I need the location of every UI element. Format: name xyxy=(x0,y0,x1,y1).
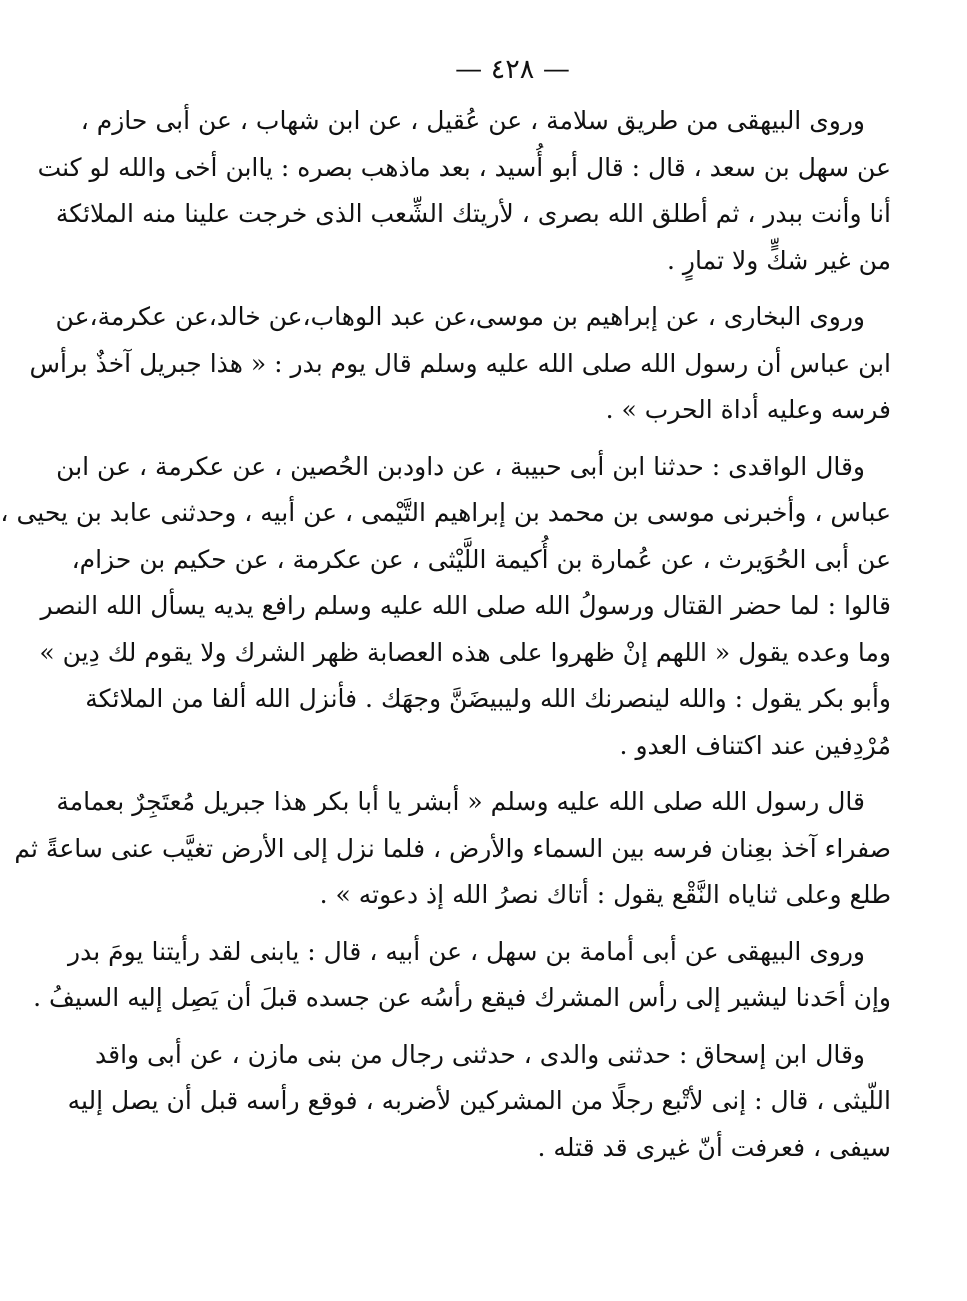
paragraph xyxy=(33,929,891,1022)
text-line: اللّيثى ، قال : إنى لأتْبع رجلًا من المشركين لأضربه ، فوقع رأسه قبل أن يصل إليه xyxy=(67,1086,891,1115)
paragraph xyxy=(14,779,891,919)
text-line: صفراء آخذ بعِنان فرسه بين السماء والأرض ، فلما نزل إلى الأرض تغيَّب عنى ساعةً ثم xyxy=(14,833,891,863)
text-line: عباس ، وأخبرنى موسى بن محمد بن إبراهيم التَّيْمى ، عن أبيه ، وحدثنى عابد بن يحيى ، xyxy=(0,498,891,527)
text-line: وروى البيهقى عن أبى أمامة بن سهل ، عن أبيه ، قال : يابنى لقد رأيتنا يومَ بدر xyxy=(68,936,865,966)
text-line: سيفى ، فعرفت أنّ غيرى قد قتله . xyxy=(537,1132,891,1162)
text-line: عن أبى الحُوَيرث ، عن عُمارة بن أُكيمة اللَّيْثى ، عن عكرمة ، عن حكيم بن حزام، xyxy=(71,544,891,574)
paragraph xyxy=(67,1032,891,1172)
text-line: فرسه وعليه أداة الحرب » . xyxy=(605,395,891,424)
text-line: وروى البيهقى من طريق سلامة ، عن عُقيل ، عن ابن شهاب ، عن أبى حازم ، xyxy=(80,106,865,135)
text-line: وأبو بكر يقول : والله لينصرنك الله وليبيضَنَّ وجهَك . فأنزل الله ألفا من الملائكة xyxy=(85,684,891,713)
paragraph xyxy=(37,98,891,284)
page-number: — ٤٢٨ — xyxy=(455,54,570,85)
body-text xyxy=(0,98,891,1171)
text-line: وروى البخارى ، عن إبراهيم بن موسى،عن عبد الوهاب،عن خالد،عن عكرمة،عن xyxy=(55,302,865,331)
text-line: ابن عباس أن رسول الله صلى الله عليه وسلم قال يوم بدر : « هذا جبريل آخذٌ برأس xyxy=(29,348,891,378)
text-line: عن سهل بن سعد ، قال : قال أبو أُسيد ، بعد ماذهب بصره : ياابن أخى والله لو كنت xyxy=(37,152,891,182)
text-line: وقال الواقدى : حدثنا ابن أبى حبيبة ، عن داودبن الحُصين ، عن عكرمة ، عن ابن xyxy=(56,451,865,481)
text-line: من غير شكٍّ ولا تمارٍ . xyxy=(667,245,891,275)
text-line: طلع وعلى ثناياه النَّقْع يقول : أتاك نصرُ الله إذ دعوته » . xyxy=(319,880,891,909)
text-line: أنا وأنت ببدر ، ثم أطلق الله بصرى ، لأريتك الشِّعب الذى خرجت علينا منه الملائكة xyxy=(55,199,891,228)
paragraph xyxy=(29,294,891,434)
text-line: وقال ابن إسحاق : حدثنى والدى ، حدثنى رجال من بنى مازن ، عن أبى واقد xyxy=(95,1039,865,1069)
paragraph xyxy=(0,444,891,770)
text-line: قال رسول الله صلى الله عليه وسلم « أبشر يا أبا بكر هذا جبريل مُعتَجِرٌ بعمامة xyxy=(56,787,865,816)
text-line: مُرْدِفين عند اكتناف العدو . xyxy=(619,730,891,760)
text-line: قالوا : لما حضر القتال ورسولُ الله صلى الله عليه وسلم رافع يديه يسأل الله النصر xyxy=(40,591,891,620)
text-line: وما وعده يقول « اللهم إنْ ظهروا على هذه العصابة ظهر الشرك ولا يقوم لك دِين » xyxy=(39,637,891,667)
text-line: وإن أحَدنا ليشير إلى رأس المشرك فيقع رأسُه عن جسده قبلَ أن يَصِل إليه السيفُ . xyxy=(33,983,891,1012)
